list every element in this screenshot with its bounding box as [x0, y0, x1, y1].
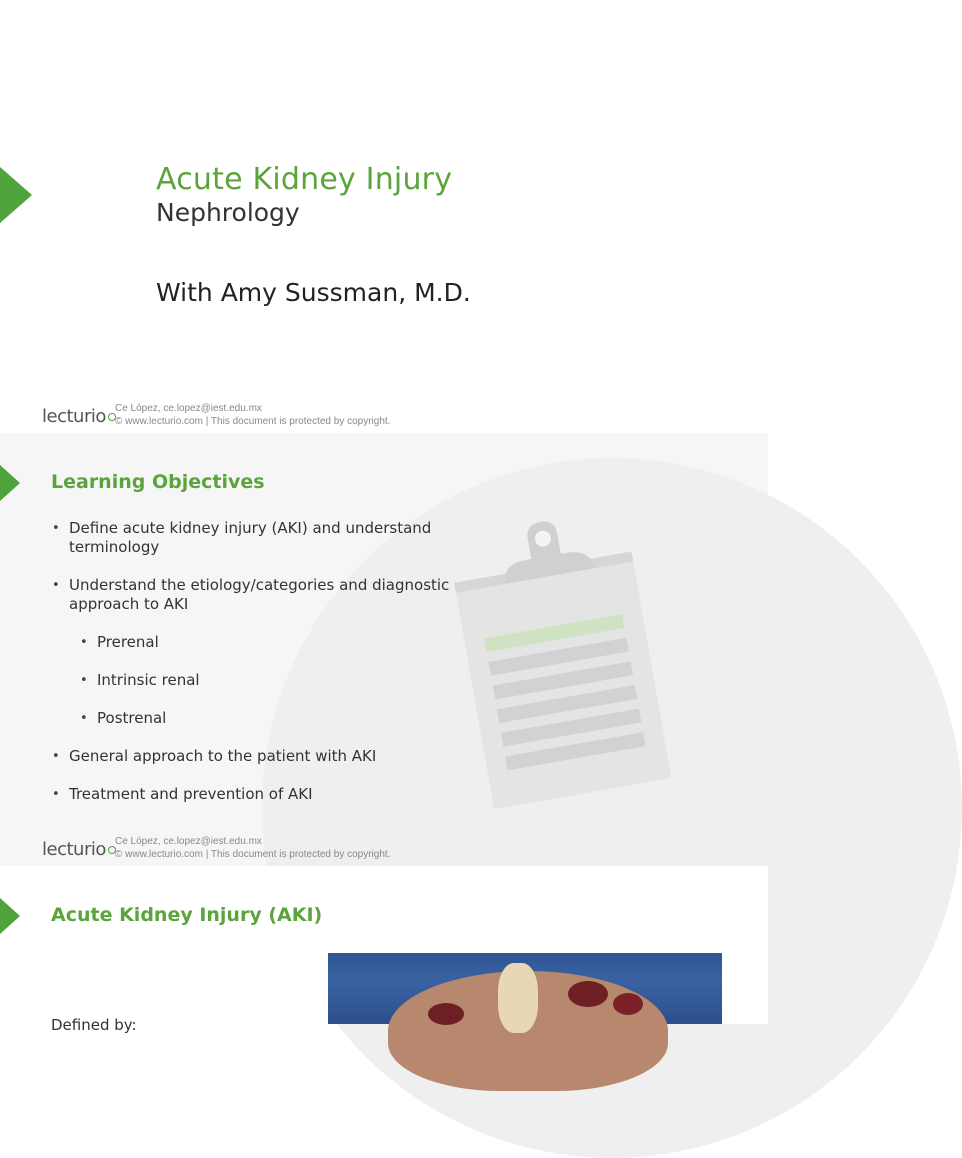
title-slide — [0, 0, 768, 433]
list-item: • General approach to the patient with AKI — [52, 747, 452, 766]
footer-copyright-line: © www.lecturio.com | This document is protected by copyright. — [115, 849, 391, 860]
footer-user-line: Ce López, ce.lopez@iest.edu.mx — [115, 836, 262, 847]
lecturio-logo: lecturio — [42, 839, 116, 860]
slide-title: Acute Kidney Injury — [156, 162, 453, 197]
slide-subtitle: Nephrology — [156, 198, 300, 227]
arrow-icon — [0, 898, 20, 934]
list-item: • Prerenal — [80, 633, 452, 652]
presenter-name: With Amy Sussman, M.D. — [156, 278, 471, 307]
kidney-photo — [328, 953, 722, 1024]
aki-slide — [0, 866, 768, 1034]
objectives-slide — [0, 433, 768, 866]
arrow-icon — [0, 465, 20, 501]
footer-copyright-line: © www.lecturio.com | This document is protected by copyright. — [115, 416, 391, 427]
footer-cut-line — [115, 861, 390, 865]
slide-footer — [42, 836, 522, 869]
slide-heading: Acute Kidney Injury (AKI) — [51, 904, 323, 926]
list-item: • Postrenal — [80, 709, 452, 728]
footer-user-line: Ce López, ce.lopez@iest.edu.mx — [115, 403, 262, 414]
list-item: • Define acute kidney injury (AKI) and understand terminology — [52, 519, 452, 557]
lecturio-logo: lecturio — [42, 406, 116, 427]
list-item: • Intrinsic renal — [80, 671, 452, 690]
defined-by-label: Defined by: — [51, 1016, 137, 1034]
objectives-list — [52, 519, 452, 823]
arrow-icon — [0, 167, 32, 223]
slide-heading: Learning Objectives — [51, 471, 265, 493]
list-item: • Treatment and prevention of AKI — [52, 785, 452, 804]
slide-footer — [42, 403, 522, 436]
footer-cut-line — [115, 428, 390, 432]
clipboard-icon — [450, 513, 700, 813]
list-item: • Understand the etiology/categories and diagnostic approach to AKI — [52, 576, 452, 614]
